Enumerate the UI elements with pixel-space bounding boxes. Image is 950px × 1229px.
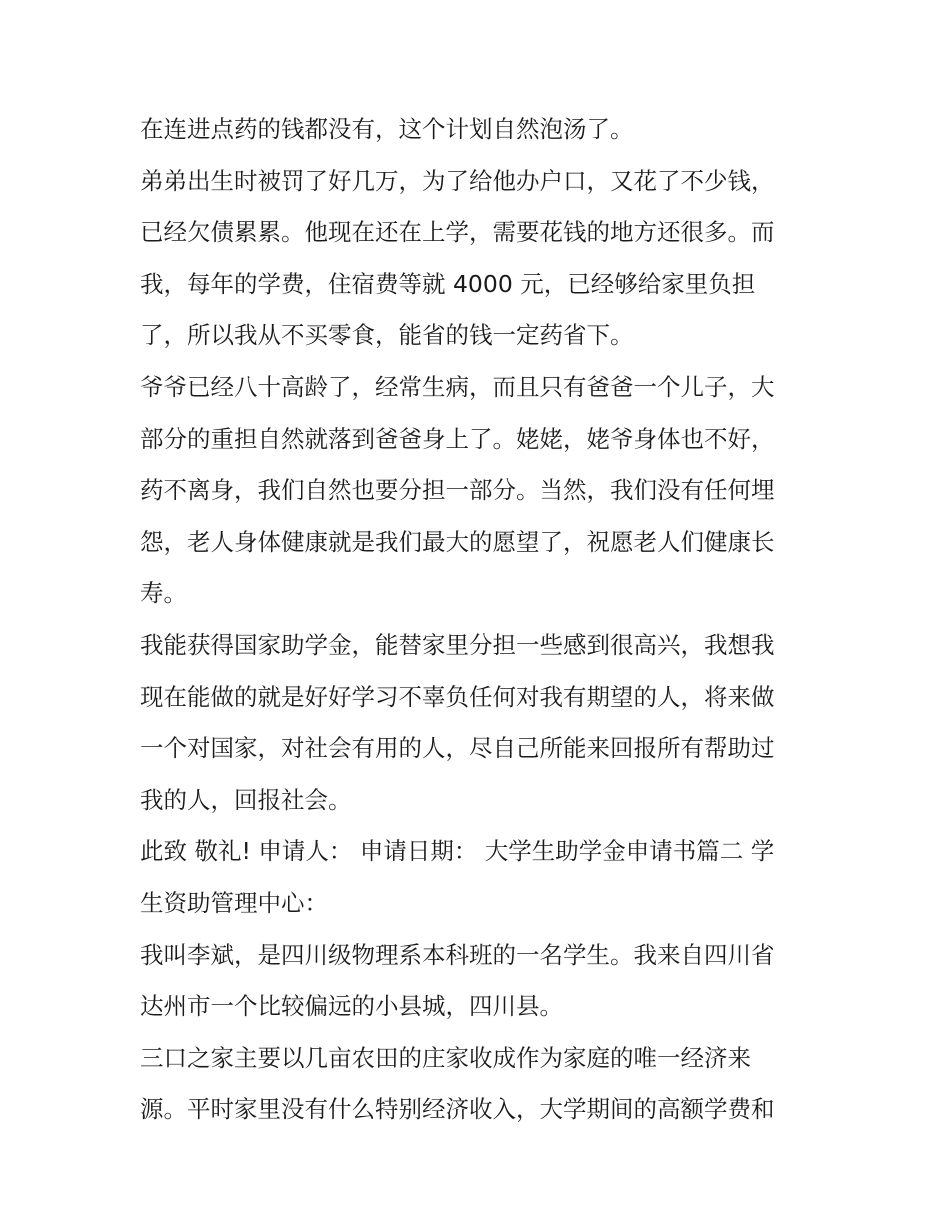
text-line: 三口之家主要以几亩农田的庄家收成作为家庭的唯一经济来 bbox=[140, 1043, 751, 1072]
text-line: 部分的重担自然就落到爸爸身上了。姥姥，姥爷身体也不好， bbox=[140, 424, 775, 453]
text-line: 此致 敬礼! 申请人： 申请日期： 大学生助学金申请书篇二 学 bbox=[140, 837, 775, 866]
document-body bbox=[140, 108, 820, 1140]
text-line: 现在能做的就是好好学习不辜负任何对我有期望的人，将来做 bbox=[140, 682, 775, 711]
text-line: 了，所以我从不买零食，能省的钱一定药省下。 bbox=[140, 321, 634, 350]
text-line: 药不离身，我们自然也要分担一部分。当然，我们没有任何埋 bbox=[140, 476, 775, 505]
text-line: 我叫李斌，是四川级物理系本科班的一名学生。我来自四川省 bbox=[140, 940, 775, 969]
text-line: 达州市一个比较偏远的小县城，四川县。 bbox=[140, 992, 563, 1021]
text-line: 一个对国家，对社会有用的人，尽自己所能来回报所有帮助过 bbox=[140, 734, 775, 763]
text-line: 我能获得国家助学金，能替家里分担一些感到很高兴，我想我 bbox=[140, 630, 775, 659]
text-line: 源。平时家里没有什么特别经济收入，大学期间的高额学费和 bbox=[140, 1095, 775, 1124]
text-line: 弟弟出生时被罚了好几万，为了给他办户口，又花了不少钱， bbox=[140, 166, 775, 195]
text-line: 我的人，回报社会。 bbox=[140, 785, 352, 814]
text-line: 在连进点药的钱都没有，这个计划自然泡汤了。 bbox=[140, 115, 634, 143]
text-line: 寿。 bbox=[140, 579, 187, 608]
text-line: 我，每年的学费，住宿费等就 4000 元，已经够给家里负担 bbox=[140, 269, 756, 298]
text-line: 已经欠债累累。他现在还在上学，需要花钱的地方还很多。而 bbox=[140, 218, 775, 247]
text-line: 爷爷已经八十高龄了，经常生病，而且只有爸爸一个儿子，大 bbox=[140, 372, 775, 401]
text-line: 生资助管理中心： bbox=[140, 888, 328, 917]
text-line: 怨，老人身体健康就是我们最大的愿望了，祝愿老人们健康长 bbox=[140, 527, 775, 556]
